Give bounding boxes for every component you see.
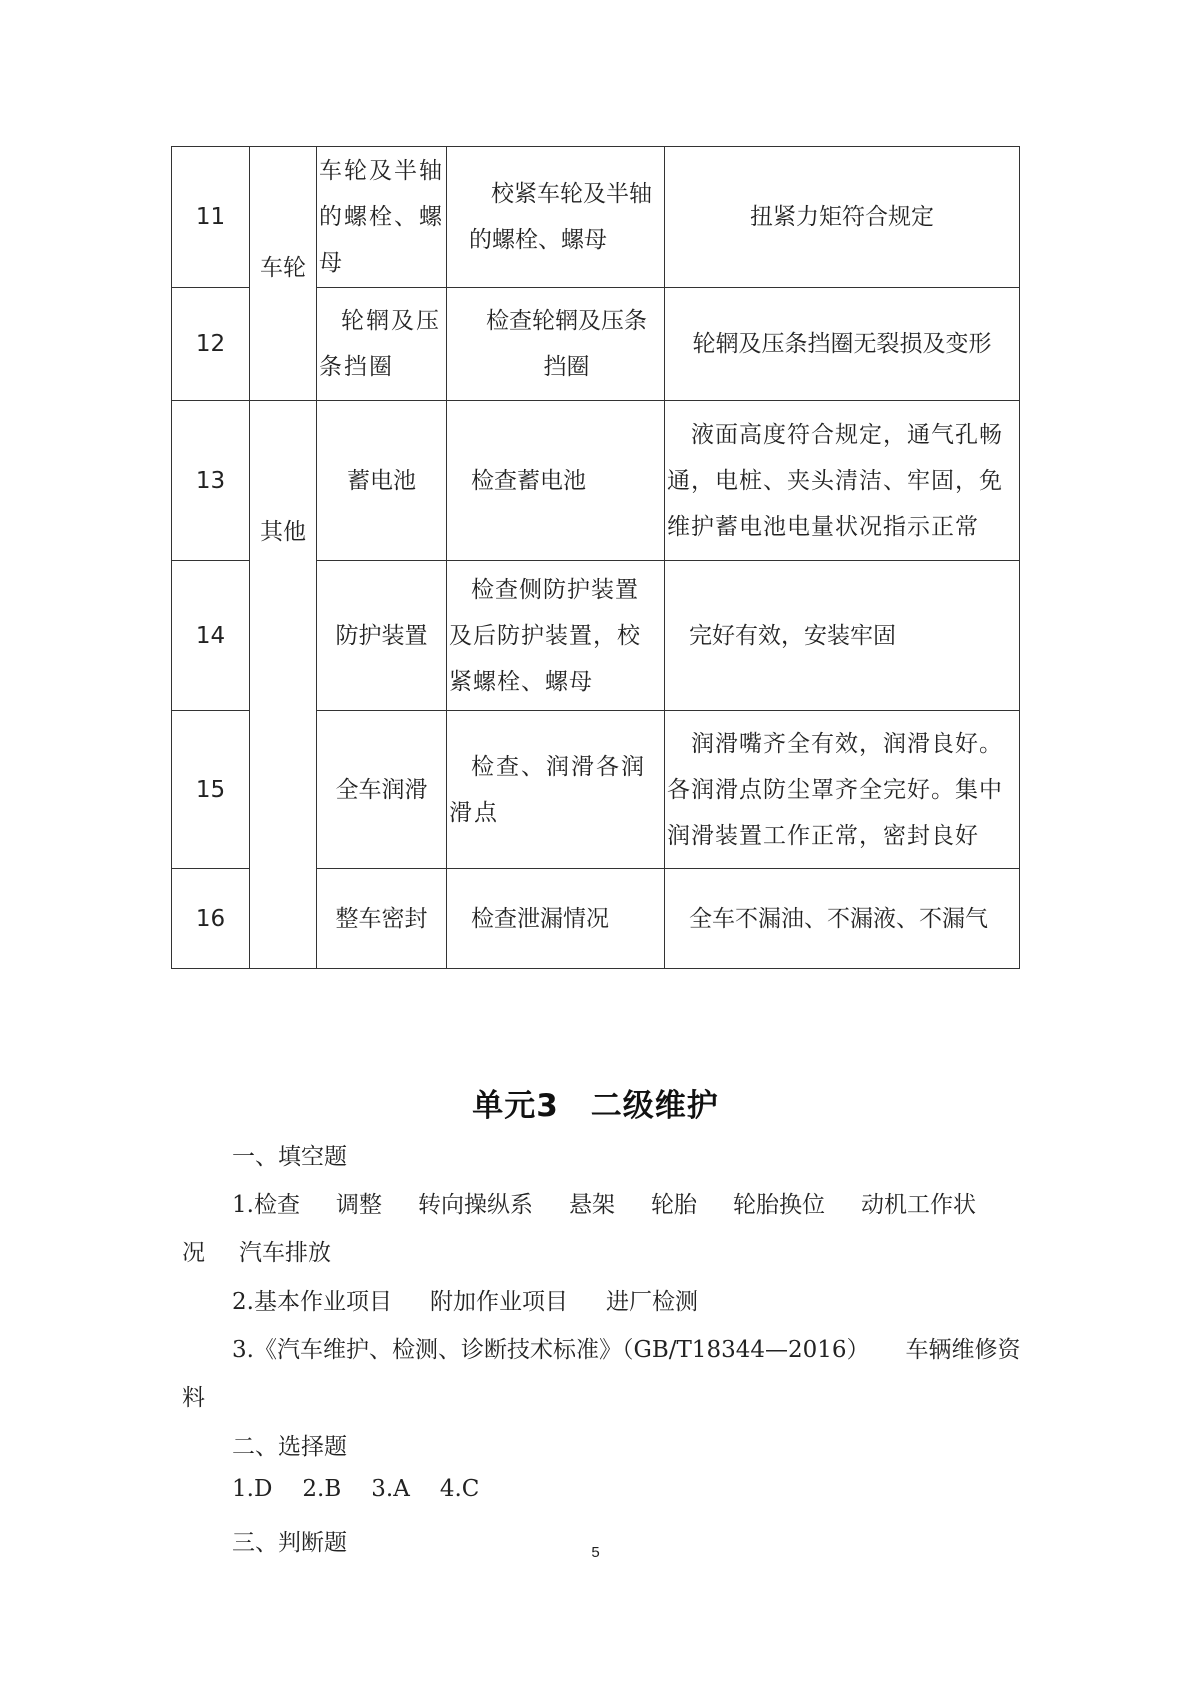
answer-text: 进厂检测 [605,1289,698,1315]
answer-line: 料 [182,1385,205,1411]
answer-text: 2.基本作业项目 [232,1289,392,1315]
content-cell: 校紧车轮及半轴的螺栓、螺母 [447,147,665,288]
answer-text: 转向操纵系 [417,1192,533,1218]
requirement-cell: 轮辋及压条挡圈无裂损及变形 [665,288,1020,401]
page-number: 5 [591,1544,600,1561]
maintenance-table [171,146,1020,969]
item-cell: 整车密封 [317,869,447,969]
answer-text: 4.C [439,1476,480,1502]
row-number: 14 [172,561,250,711]
answer-line [232,1186,976,1219]
answer-text: 车辆维修资 [905,1337,1021,1363]
row-number: 13 [172,401,250,561]
answer-line [182,1234,331,1267]
content-cell: 检查泄漏情况 [447,869,665,969]
answer-text: 3.《汽车维护、检测、诊断技术标准》（GB/T18344—2016） [232,1337,870,1363]
row-number: 15 [172,711,250,869]
answer-text: 轮胎换位 [732,1192,825,1218]
answer-line [232,1283,698,1316]
requirement-cell: 完好有效，安装牢固 [665,561,1020,711]
section-heading: 二、选择题 [232,1434,347,1460]
item-cell: 蓄电池 [317,401,447,561]
section-heading: 三、判断题 [232,1530,347,1556]
section-heading: 一、填空题 [232,1144,347,1170]
answer-text: 1.D [232,1476,273,1502]
answer-text: 1.检查 [232,1192,300,1218]
requirement-cell: 润滑嘴齐全有效，润滑良好。各润滑点防尘罩齐全完好。集中润滑装置工作正常，密封良好 [665,711,1020,869]
answer-line [232,1331,1021,1364]
answer-text: 悬架 [568,1192,615,1218]
content-cell: 检查轮辋及压条挡圈 [447,288,665,401]
row-number: 12 [172,288,250,401]
answer-text: 3.A [371,1476,410,1502]
table-row [172,147,1020,288]
answer-text: 附加作业项目 [429,1289,568,1315]
answer-text: 调整 [335,1192,382,1218]
answer-text: 况 [182,1240,205,1266]
row-number: 16 [172,869,250,969]
category-cell: 车轮 [250,147,317,401]
content-cell: 检查、润滑各润滑点 [447,711,665,869]
item-cell: 防护装置 [317,561,447,711]
table-row [172,401,1020,561]
item-cell: 全车润滑 [317,711,447,869]
content-cell: 检查蓄电池 [447,401,665,561]
answer-text: 汽车排放 [239,1240,331,1266]
category-cell: 其他 [250,401,317,969]
answer-line [232,1476,479,1502]
item-cell: 车轮及半轴的螺栓、螺母 [317,147,447,288]
row-number: 11 [172,147,250,288]
requirement-cell: 扭紧力矩符合规定 [665,147,1020,288]
answer-text: 动机工作状 [860,1192,976,1218]
answer-text: 2.B [302,1476,342,1502]
answer-text: 轮胎 [650,1192,697,1218]
requirement-cell: 全车不漏油、不漏液、不漏气 [665,869,1020,969]
unit-title: 单元3 二级维护 [472,1088,719,1124]
item-cell: 轮辋及压条挡圈 [317,288,447,401]
content-cell: 检查侧防护装置及后防护装置，校紧螺栓、螺母 [447,561,665,711]
requirement-cell: 液面高度符合规定，通气孔畅通，电桩、夹头清洁、牢固，免维护蓄电池电量状况指示正常 [665,401,1020,561]
